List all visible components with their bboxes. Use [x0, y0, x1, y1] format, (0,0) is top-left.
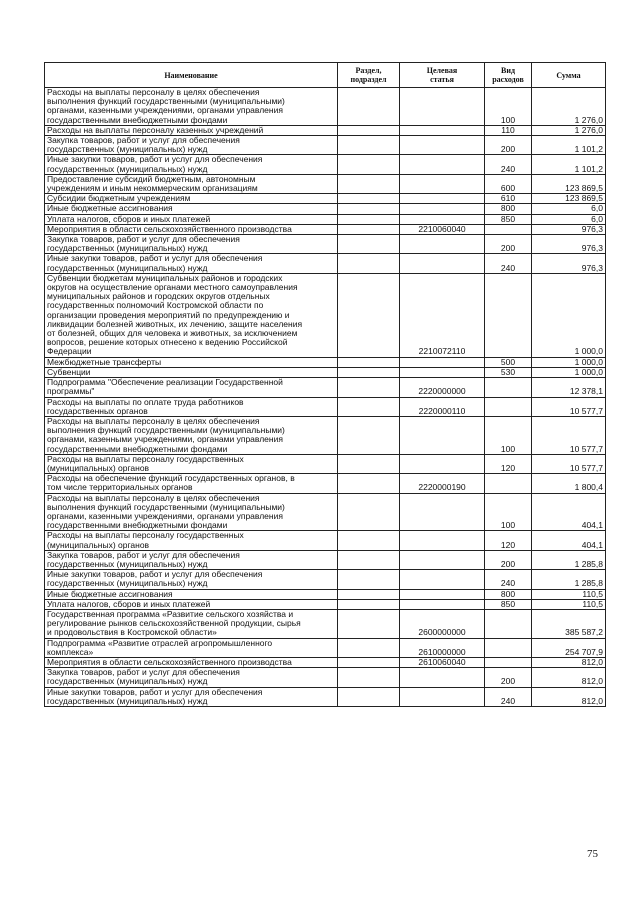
table-row: [45, 531, 606, 550]
cell-type: 100: [485, 493, 532, 531]
cell-section: [338, 531, 400, 550]
cell-target: 2210072110: [400, 273, 485, 357]
cell-name: Подпрограмма "Обеспечение реализации Государственной программы": [45, 378, 338, 397]
cell-amount: 385 587,2: [532, 609, 606, 638]
cell-type: 100: [485, 416, 532, 454]
cell-name: Расходы на выплаты персоналу в целях обеспечения выполнения функций государственными (муниципальными) органами, казенными учреждениями, органами управления государственными внебюджетными фондами: [45, 416, 338, 454]
cell-target: [400, 174, 485, 193]
cell-amount: 1 276,0: [532, 125, 606, 135]
cell-name: Расходы на выплаты персоналу в целях обеспечения выполнения функций государственными (муниципальными) органами, казенными учреждениями, органами управления государственными внебюджетными фондами: [45, 88, 338, 126]
cell-type: 240: [485, 155, 532, 174]
cell-type: 120: [485, 531, 532, 550]
table-row: [45, 657, 606, 667]
cell-target: [400, 416, 485, 454]
cell-type: 200: [485, 235, 532, 254]
table-row: [45, 687, 606, 706]
cell-section: [338, 367, 400, 377]
cell-name: Иные бюджетные ассигнования: [45, 589, 338, 599]
cell-amount: 404,1: [532, 493, 606, 531]
table-row: [45, 125, 606, 135]
cell-name: Закупка товаров, работ и услуг для обеспечения государственных (муниципальных) нужд: [45, 668, 338, 687]
cell-name: Подпрограмма «Развитие отраслей агропромышленного комплекса»: [45, 638, 338, 657]
table-row: [45, 668, 606, 687]
cell-name: Расходы на обеспечение функций государственных органов, в том числе территориальных органов: [45, 474, 338, 493]
cell-amount: 1 800,4: [532, 474, 606, 493]
cell-section: [338, 136, 400, 155]
cell-amount: 976,3: [532, 224, 606, 234]
cell-name: Уплата налогов, сборов и иных платежей: [45, 214, 338, 224]
cell-target: [400, 125, 485, 135]
cell-amount: 10 577,7: [532, 454, 606, 473]
header-type: Вид расходов: [485, 63, 532, 88]
cell-amount: 6,0: [532, 204, 606, 214]
cell-type: 600: [485, 174, 532, 193]
cell-section: [338, 599, 400, 609]
cell-name: Закупка товаров, работ и услуг для обеспечения государственных (муниципальных) нужд: [45, 235, 338, 254]
cell-section: [338, 357, 400, 367]
table-row: [45, 204, 606, 214]
cell-target: [400, 235, 485, 254]
cell-target: 2220000190: [400, 474, 485, 493]
cell-target: [400, 668, 485, 687]
cell-type: [485, 609, 532, 638]
cell-amount: 812,0: [532, 687, 606, 706]
cell-section: [338, 550, 400, 569]
cell-name: Закупка товаров, работ и услуг для обеспечения государственных (муниципальных) нужд: [45, 550, 338, 569]
table-row: [45, 416, 606, 454]
cell-type: [485, 224, 532, 234]
cell-type: 200: [485, 136, 532, 155]
cell-name: Государственная программа «Развитие сельского хозяйства и регулирование рынков сельскохозяйственной продукции, сырья и продовольствия в Костромской области»: [45, 609, 338, 638]
budget-table: [44, 62, 606, 707]
cell-amount: 12 378,1: [532, 378, 606, 397]
cell-name: Субсидии бюджетным учреждениям: [45, 194, 338, 204]
cell-target: [400, 599, 485, 609]
cell-type: [485, 273, 532, 357]
table-row: [45, 378, 606, 397]
cell-name: Межбюджетные трансферты: [45, 357, 338, 367]
cell-name: Субвенции: [45, 367, 338, 377]
budget-table-container: [44, 62, 605, 707]
cell-target: [400, 136, 485, 155]
table-row: [45, 273, 606, 357]
table-row: [45, 235, 606, 254]
cell-amount: 976,3: [532, 254, 606, 273]
cell-amount: 10 577,7: [532, 416, 606, 454]
cell-type: 200: [485, 550, 532, 569]
cell-amount: 812,0: [532, 657, 606, 667]
cell-type: [485, 397, 532, 416]
cell-name: Расходы на выплаты по оплате труда работников государственных органов: [45, 397, 338, 416]
table-row: [45, 88, 606, 126]
cell-amount: 1 000,0: [532, 367, 606, 377]
cell-amount: 404,1: [532, 531, 606, 550]
cell-section: [338, 254, 400, 273]
table-row: [45, 493, 606, 531]
cell-target: [400, 454, 485, 473]
cell-target: [400, 254, 485, 273]
cell-amount: 6,0: [532, 214, 606, 224]
cell-target: 2220000110: [400, 397, 485, 416]
header-name: Наименование: [45, 63, 338, 88]
cell-amount: 10 577,7: [532, 397, 606, 416]
cell-amount: 1 101,2: [532, 155, 606, 174]
table-row: [45, 367, 606, 377]
cell-target: [400, 204, 485, 214]
cell-target: [400, 88, 485, 126]
cell-target: [400, 589, 485, 599]
cell-section: [338, 570, 400, 589]
cell-target: 2600000000: [400, 609, 485, 638]
cell-section: [338, 378, 400, 397]
cell-target: [400, 570, 485, 589]
cell-section: [338, 474, 400, 493]
cell-type: 530: [485, 367, 532, 377]
header-section: Раздел, подраздел: [338, 63, 400, 88]
cell-amount: 812,0: [532, 668, 606, 687]
table-row: [45, 454, 606, 473]
cell-name: Иные закупки товаров, работ и услуг для обеспечения государственных (муниципальных) нужд: [45, 687, 338, 706]
table-row: [45, 254, 606, 273]
cell-amount: 110,5: [532, 599, 606, 609]
cell-name: Закупка товаров, работ и услуг для обеспечения государственных (муниципальных) нужд: [45, 136, 338, 155]
cell-target: [400, 194, 485, 204]
cell-name: Расходы на выплаты персоналу государственных (муниципальных) органов: [45, 531, 338, 550]
cell-type: 240: [485, 254, 532, 273]
cell-name: Расходы на выплаты персоналу казенных учреждений: [45, 125, 338, 135]
cell-section: [338, 174, 400, 193]
cell-amount: 123 869,5: [532, 174, 606, 193]
cell-amount: 1 285,8: [532, 570, 606, 589]
cell-type: 800: [485, 204, 532, 214]
cell-amount: 254 707,9: [532, 638, 606, 657]
cell-section: [338, 493, 400, 531]
cell-amount: 976,3: [532, 235, 606, 254]
table-row: [45, 155, 606, 174]
table-row: [45, 570, 606, 589]
cell-name: Уплата налогов, сборов и иных платежей: [45, 599, 338, 609]
table-header-row: [45, 63, 606, 88]
cell-amount: 1 101,2: [532, 136, 606, 155]
cell-type: 110: [485, 125, 532, 135]
cell-section: [338, 657, 400, 667]
cell-amount: 1 276,0: [532, 88, 606, 126]
cell-type: [485, 474, 532, 493]
cell-amount: 110,5: [532, 589, 606, 599]
header-amount: Сумма: [532, 63, 606, 88]
table-row: [45, 550, 606, 569]
cell-section: [338, 416, 400, 454]
cell-section: [338, 88, 400, 126]
header-target: Целевая статья: [400, 63, 485, 88]
cell-section: [338, 125, 400, 135]
table-row: [45, 194, 606, 204]
cell-name: Мероприятия в области сельскохозяйственного производства: [45, 657, 338, 667]
table-row: [45, 474, 606, 493]
table-row: [45, 214, 606, 224]
table-row: [45, 609, 606, 638]
table-row: [45, 174, 606, 193]
cell-name: Иные закупки товаров, работ и услуг для обеспечения государственных (муниципальных) нужд: [45, 155, 338, 174]
cell-type: [485, 638, 532, 657]
cell-amount: 1 285,8: [532, 550, 606, 569]
cell-section: [338, 589, 400, 599]
cell-name: Иные закупки товаров, работ и услуг для обеспечения государственных (муниципальных) нужд: [45, 254, 338, 273]
cell-amount: 1 000,0: [532, 273, 606, 357]
cell-section: [338, 194, 400, 204]
table-row: [45, 224, 606, 234]
cell-target: 2220000000: [400, 378, 485, 397]
cell-section: [338, 397, 400, 416]
cell-type: 850: [485, 214, 532, 224]
table-row: [45, 638, 606, 657]
cell-section: [338, 235, 400, 254]
table-row: [45, 357, 606, 367]
cell-type: [485, 378, 532, 397]
cell-section: [338, 204, 400, 214]
cell-name: Иные бюджетные ассигнования: [45, 204, 338, 214]
cell-type: 610: [485, 194, 532, 204]
cell-target: 2210060040: [400, 224, 485, 234]
cell-amount: 123 869,5: [532, 194, 606, 204]
cell-section: [338, 687, 400, 706]
cell-target: [400, 550, 485, 569]
cell-type: 500: [485, 357, 532, 367]
cell-type: 200: [485, 668, 532, 687]
cell-type: 850: [485, 599, 532, 609]
cell-section: [338, 273, 400, 357]
cell-section: [338, 609, 400, 638]
cell-target: [400, 357, 485, 367]
table-row: [45, 397, 606, 416]
cell-target: [400, 214, 485, 224]
table-row: [45, 136, 606, 155]
cell-section: [338, 668, 400, 687]
cell-name: Иные закупки товаров, работ и услуг для обеспечения государственных (муниципальных) нужд: [45, 570, 338, 589]
cell-target: [400, 493, 485, 531]
table-row: [45, 599, 606, 609]
cell-amount: 1 000,0: [532, 357, 606, 367]
cell-type: 240: [485, 570, 532, 589]
cell-type: [485, 657, 532, 667]
cell-target: [400, 687, 485, 706]
page-number: 75: [587, 848, 598, 860]
cell-type: 100: [485, 88, 532, 126]
cell-section: [338, 638, 400, 657]
cell-target: 2610060040: [400, 657, 485, 667]
cell-name: Расходы на выплаты персоналу в целях обеспечения выполнения функций государственными (муниципальными) органами, казенными учреждениями, органами управления государственными внебюджетными фондами: [45, 493, 338, 531]
cell-name: Субвенции бюджетам муниципальных районов и городских округов на осуществление органами местного самоуправления муниципальных районов и городских округов отдельных государственных полномочий Костромской области по организации проведения мероприятий по предупреждению и ликвидации болезней животных, их лечению, защите населения от болезней, общих для человека и животных, за исключением вопросов, решение которых отнесено к ведению Российской Федерации: [45, 273, 338, 357]
cell-target: [400, 367, 485, 377]
table-row: [45, 589, 606, 599]
cell-name: Мероприятия в области сельскохозяйственного производства: [45, 224, 338, 234]
cell-target: [400, 155, 485, 174]
cell-type: 800: [485, 589, 532, 599]
cell-section: [338, 155, 400, 174]
cell-type: 120: [485, 454, 532, 473]
cell-section: [338, 454, 400, 473]
cell-target: [400, 531, 485, 550]
cell-type: 240: [485, 687, 532, 706]
cell-section: [338, 214, 400, 224]
cell-name: Расходы на выплаты персоналу государственных (муниципальных) органов: [45, 454, 338, 473]
cell-target: 2610000000: [400, 638, 485, 657]
cell-name: Предоставление субсидий бюджетным, автономным учреждениям и иным некоммерческим организациям: [45, 174, 338, 193]
cell-section: [338, 224, 400, 234]
